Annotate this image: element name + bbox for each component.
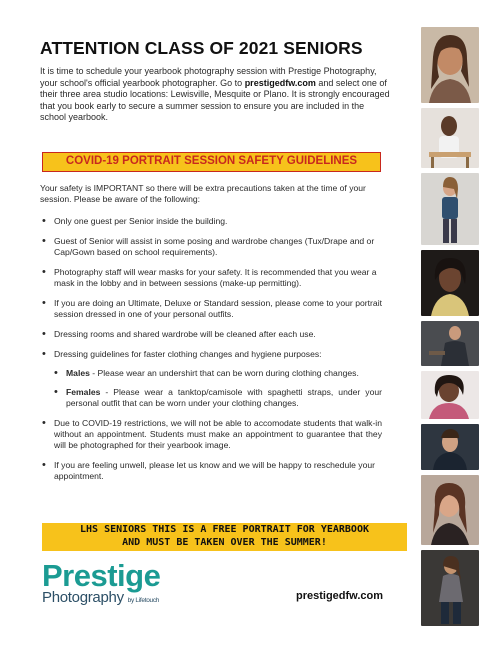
males-text: - Please wear an undershirt that can be worn during clothing changes. — [89, 368, 359, 378]
portrait-photo-4 — [421, 250, 479, 316]
portrait-photo-6 — [421, 371, 479, 419]
main-content — [40, 38, 390, 124]
portrait-photo-3 — [421, 173, 479, 245]
intro-text-1: It is time to schedule your yearbook photography session with Prestige Photography, your school's official yearbook photographer. Go to — [40, 66, 377, 88]
portrait-photo-5 — [421, 321, 479, 366]
guideline-list — [40, 216, 382, 491]
portrait-photo-2 — [421, 108, 479, 168]
covid-guidelines-title: COVID-19 PORTRAIT SESSION SAFETY GUIDELINES — [42, 152, 381, 172]
portrait-photo-1 — [421, 27, 479, 103]
guideline-item: • Due to COVID-19 restrictions, we will not be able to accomodate students that walk-in without an appointment. Students must make an appointment to guarantee that they will be photographed for their yearbook image. — [40, 418, 382, 451]
website-link[interactable]: prestigedfw.com — [296, 590, 383, 602]
page-title: ATTENTION CLASS OF 2021 SENIORS — [40, 38, 363, 58]
logo-word-prestige: Prestige — [42, 558, 161, 593]
logo-subline — [42, 591, 160, 608]
portrait-photo-8 — [421, 475, 479, 545]
logo-word-photography: Photography — [42, 589, 124, 606]
guideline-item: • Dressing rooms and shared wardrobe will be cleaned after each use. — [40, 329, 382, 340]
guideline-item: • Photography staff will wear masks for your safety. It is recommended that you wear a mask in the lobby and in between sessions (make-up permitting). — [40, 267, 382, 289]
banner-line-1: LHS SENIORS THIS IS A FREE PORTRAIT FOR YEARBOOK — [80, 524, 369, 535]
portrait-photo-7 — [421, 424, 479, 470]
dressing-intro: Dressing guidelines for faster clothing changes and hygiene purposes: — [54, 349, 322, 359]
free-portrait-banner — [42, 523, 407, 551]
safety-paragraph: Your safety is IMPORTANT so there will be extra precautions taken at the time of your session. Please be aware of the following: — [40, 183, 366, 204]
guideline-item: • If you are feeling unwell, please let us know and we will be happy to reschedule your appointment. — [40, 460, 382, 482]
portrait-photo-9 — [421, 550, 479, 626]
dressing-sublist — [54, 368, 382, 409]
intro-paragraph — [40, 66, 390, 124]
banner-line-2: AND MUST BE TAKEN OVER THE SUMMER! — [122, 536, 327, 548]
guideline-item: • If you are doing an Ultimate, Deluxe or Standard session, please come to your portrait session dressed in one of your personal outfits. — [40, 298, 382, 320]
dressing-females — [54, 387, 382, 409]
guideline-item-dressing — [40, 349, 382, 409]
logo-tagline: by Lifetouch — [127, 597, 160, 604]
guideline-item: • Only one guest per Senior inside the building. — [40, 216, 382, 227]
males-label: Males — [66, 368, 90, 378]
dressing-males — [54, 368, 382, 379]
prestige-logo — [42, 558, 161, 608]
intro-text-2: and select one of their three area studio locations: Lewisville, Mesquite or Plano. It is strongly encouraged that you book early to secure a summer session to ensure you are included in the school yearbook. — [40, 77, 390, 123]
guideline-item: • Guest of Senior will assist in some posing and wardrobe changes (Tux/Drape and or Cap/Gown based on school requirements). — [40, 236, 382, 258]
females-label: Females — [66, 387, 101, 397]
females-text: - Please wear a tanktop/camisole with spaghetti straps, under your personal outfit that can be worn under your clothing changes. — [66, 387, 382, 408]
intro-website-link[interactable]: prestigedfw.com — [244, 77, 316, 88]
